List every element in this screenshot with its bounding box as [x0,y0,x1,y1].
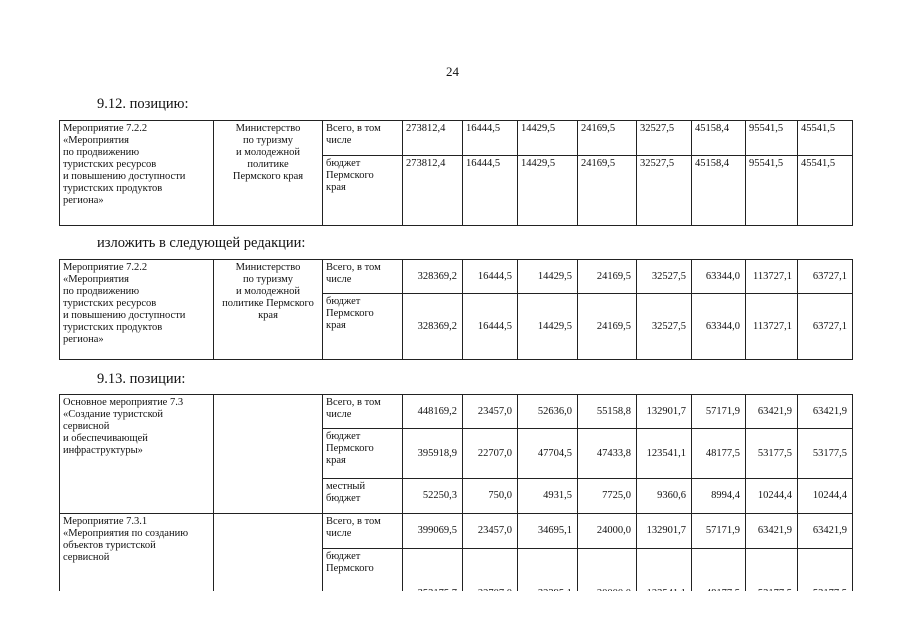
table-row [60,121,853,156]
activity-cell: Мероприятие 7.3.1 «Мероприятия по созданию объектов туристской сервисной [60,514,214,640]
value-year-4: 123541,1 [637,429,692,479]
heading-section-9-12: 9.12. позицию: [97,96,189,112]
heading-new-wording: изложить в следующей редакции: [97,235,306,251]
value-year-4: 132901,7 [637,395,692,429]
value-year-7: 63727,1 [798,294,853,360]
value-year-7: 63421,9 [798,395,853,429]
value-year-4: 32527,5 [637,260,692,294]
activity-cell: Мероприятие 7.2.2 «Мероприятия по продвижению туристских ресурсов и повышению доступности туристских продуктов региона» [60,260,214,360]
value-total: 448169,2 [403,395,463,429]
value-total: 273812,4 [403,121,463,156]
value-year-1: 16444,5 [463,294,518,360]
value-year-3: 47433,8 [578,429,637,479]
value-year-4: 32527,5 [637,121,692,156]
executor-cell: Министерство по туризму и молодежной политике Пермского края [214,260,323,360]
funding-type-cell: Всего, в том числе [323,121,403,156]
value-year-7: 45541,5 [798,156,853,226]
value-total: 273812,4 [403,156,463,226]
funding-type-cell: бюджет Пермского [323,549,403,640]
value-year-1: 23457,0 [463,395,518,429]
funding-type-cell: Всего, в том числе [323,514,403,549]
value-year-1: 16444,5 [463,156,518,226]
value-year-6: 113727,1 [746,260,798,294]
funding-type-cell: Всего, в том числе [323,395,403,429]
funding-type-cell: бюджет Пермского края [323,294,403,360]
value-total: 52250,3 [403,479,463,514]
executor-cell [214,395,323,514]
value-year-7: 45541,5 [798,121,853,156]
value-year-3: 55158,8 [578,395,637,429]
value-year-6: 63421,9 [746,395,798,429]
value-year-2: 4931,5 [518,479,578,514]
value-year-5: 63344,0 [692,260,746,294]
value-year-3: 24169,5 [578,260,637,294]
executor-cell: Министерство по туризму и молодежной политике Пермского края [214,121,323,226]
value-year-1: 23457,0 [463,514,518,549]
value-year-6: 53177,5 [746,429,798,479]
value-year-5: 63344,0 [692,294,746,360]
value-year-5: 8994,4 [692,479,746,514]
value-year-7: 63421,9 [798,514,853,549]
value-total: 328369,2 [403,260,463,294]
value-year-2: 34695,1 [518,514,578,549]
value-total: 399069,5 [403,514,463,549]
funding-type-cell: бюджет Пермского края [323,156,403,226]
value-year-6: 113727,1 [746,294,798,360]
activity-cell: Мероприятие 7.2.2 «Мероприятия по продвижению туристских ресурсов и повышению доступности туристских продуктов региона» [60,121,214,226]
heading-section-9-13: 9.13. позиции: [97,371,186,387]
value-total: 395918,9 [403,429,463,479]
funding-type-cell: местный бюджет [323,479,403,514]
table-row [60,260,853,294]
value-year-2: 14429,5 [518,121,578,156]
value-year-1: 16444,5 [463,121,518,156]
funding-type-cell: бюджет Пермского края [323,429,403,479]
table-row [60,395,853,429]
value-year-4: 9360,6 [637,479,692,514]
value-year-5: 45158,4 [692,121,746,156]
value-year-6: 95541,5 [746,121,798,156]
value-year-7: 10244,4 [798,479,853,514]
value-year-4: 32527,5 [637,156,692,226]
value-year-2: 52636,0 [518,395,578,429]
table-current-activity-7-2-2 [59,120,853,226]
value-year-6: 63421,9 [746,514,798,549]
value-year-3: 24169,5 [578,294,637,360]
value-year-3: 24169,5 [578,156,637,226]
page-number: 24 [446,64,459,79]
value-year-7: 63727,1 [798,260,853,294]
value-year-2: 47704,5 [518,429,578,479]
value-year-5: 57171,9 [692,395,746,429]
value-year-1: 750,0 [463,479,518,514]
value-year-3: 24169,5 [578,121,637,156]
value-year-3: 24000,0 [578,514,637,549]
value-year-4: 132901,7 [637,514,692,549]
activity-cell: Основное мероприятие 7.3 «Создание туристской сервисной и обеспечивающей инфраструктуры» [60,395,214,514]
table-row [60,514,853,549]
value-year-2: 14429,5 [518,156,578,226]
value-year-7: 53177,5 [798,429,853,479]
page-bottom-crop [0,591,905,640]
value-year-5: 45158,4 [692,156,746,226]
table-new-activity-7-2-2 [59,259,853,360]
value-year-2: 14429,5 [518,260,578,294]
value-year-1: 16444,5 [463,260,518,294]
value-year-2: 14429,5 [518,294,578,360]
value-year-5: 57171,9 [692,514,746,549]
value-year-6: 10244,4 [746,479,798,514]
value-year-4: 32527,5 [637,294,692,360]
value-year-1: 22707,0 [463,429,518,479]
value-year-6: 95541,5 [746,156,798,226]
funding-type-cell: Всего, в том числе [323,260,403,294]
value-total: 328369,2 [403,294,463,360]
value-year-3: 7725,0 [578,479,637,514]
value-year-5: 48177,5 [692,429,746,479]
